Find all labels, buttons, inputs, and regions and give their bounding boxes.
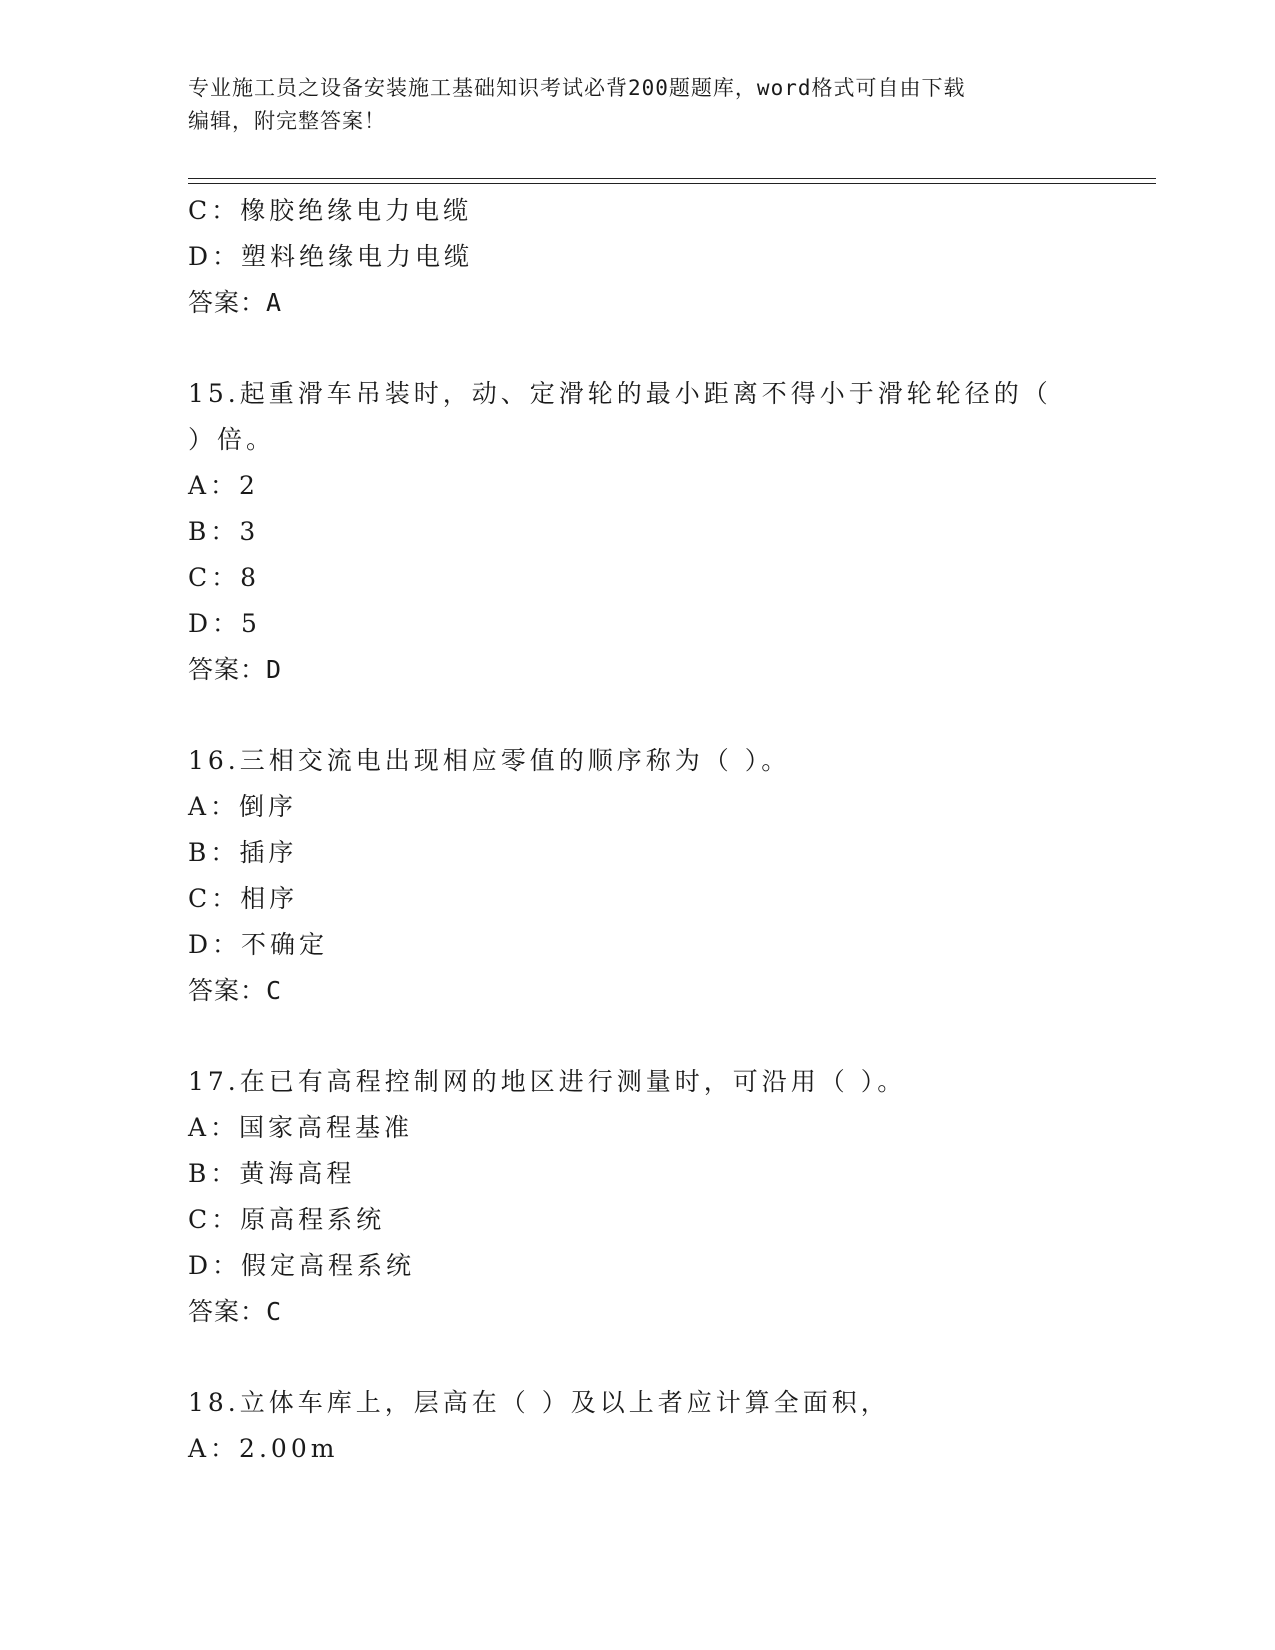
option-b: B：3: [188, 517, 260, 546]
document-header: [188, 72, 1068, 138]
option-c: C：橡胶绝缘电力电缆: [188, 196, 473, 225]
header-title-line-2: 编辑，附完整答案！: [188, 109, 386, 133]
option-b: B：黄海高程: [188, 1159, 356, 1188]
question-list: [188, 188, 1088, 1472]
option-c: C：相序: [188, 884, 299, 913]
option-c: C：8: [188, 563, 261, 592]
option-a: A：国家高程基准: [188, 1113, 414, 1142]
option-a: A：倒序: [188, 792, 298, 821]
question-17: [188, 1059, 1088, 1335]
header-title-line-1: 专业施工员之设备安装施工基础知识考试必背200题题库，word格式可自由下载: [188, 76, 966, 100]
question-gap: [188, 693, 1088, 738]
question-stem: 16.三相交流电出现相应零值的顺序称为（ ）。: [188, 746, 791, 775]
answer-line: 答案：D: [188, 655, 283, 684]
question-gap: [188, 326, 1088, 371]
option-c: C：原高程系统: [188, 1205, 386, 1234]
option-d: D：假定高程系统: [188, 1251, 416, 1280]
question-gap: [188, 1014, 1088, 1059]
option-a: A：2.00m: [188, 1434, 339, 1463]
answer-line: 答案：C: [188, 1297, 283, 1326]
question-stem: 18.立体车库上，层高在（ ）及以上者应计算全面积，: [188, 1388, 890, 1417]
header-rule-bottom: [188, 183, 1156, 184]
answer-line: 答案：C: [188, 976, 283, 1005]
question-16: [188, 738, 1088, 1014]
option-a: A：2: [188, 471, 259, 500]
question-15: [188, 371, 1088, 693]
question-stem: 15.起重滑车吊装时，动、定滑轮的最小距离不得小于滑轮轮径的（: [188, 379, 1052, 408]
option-b: B：插序: [188, 838, 298, 867]
question-gap: [188, 1335, 1088, 1380]
question-14-tail: [188, 188, 1088, 326]
option-d: D：不确定: [188, 930, 329, 959]
option-d: D：塑料绝缘电力电缆: [188, 242, 474, 271]
question-stem-continued: ）倍。: [188, 425, 276, 454]
question-18: [188, 1380, 1088, 1472]
option-d: D：5: [188, 609, 261, 638]
question-stem: 17.在已有高程控制网的地区进行测量时，可沿用（ ）。: [188, 1067, 907, 1096]
header-rule-top: [188, 178, 1156, 179]
answer-line: 答案：A: [188, 288, 283, 317]
